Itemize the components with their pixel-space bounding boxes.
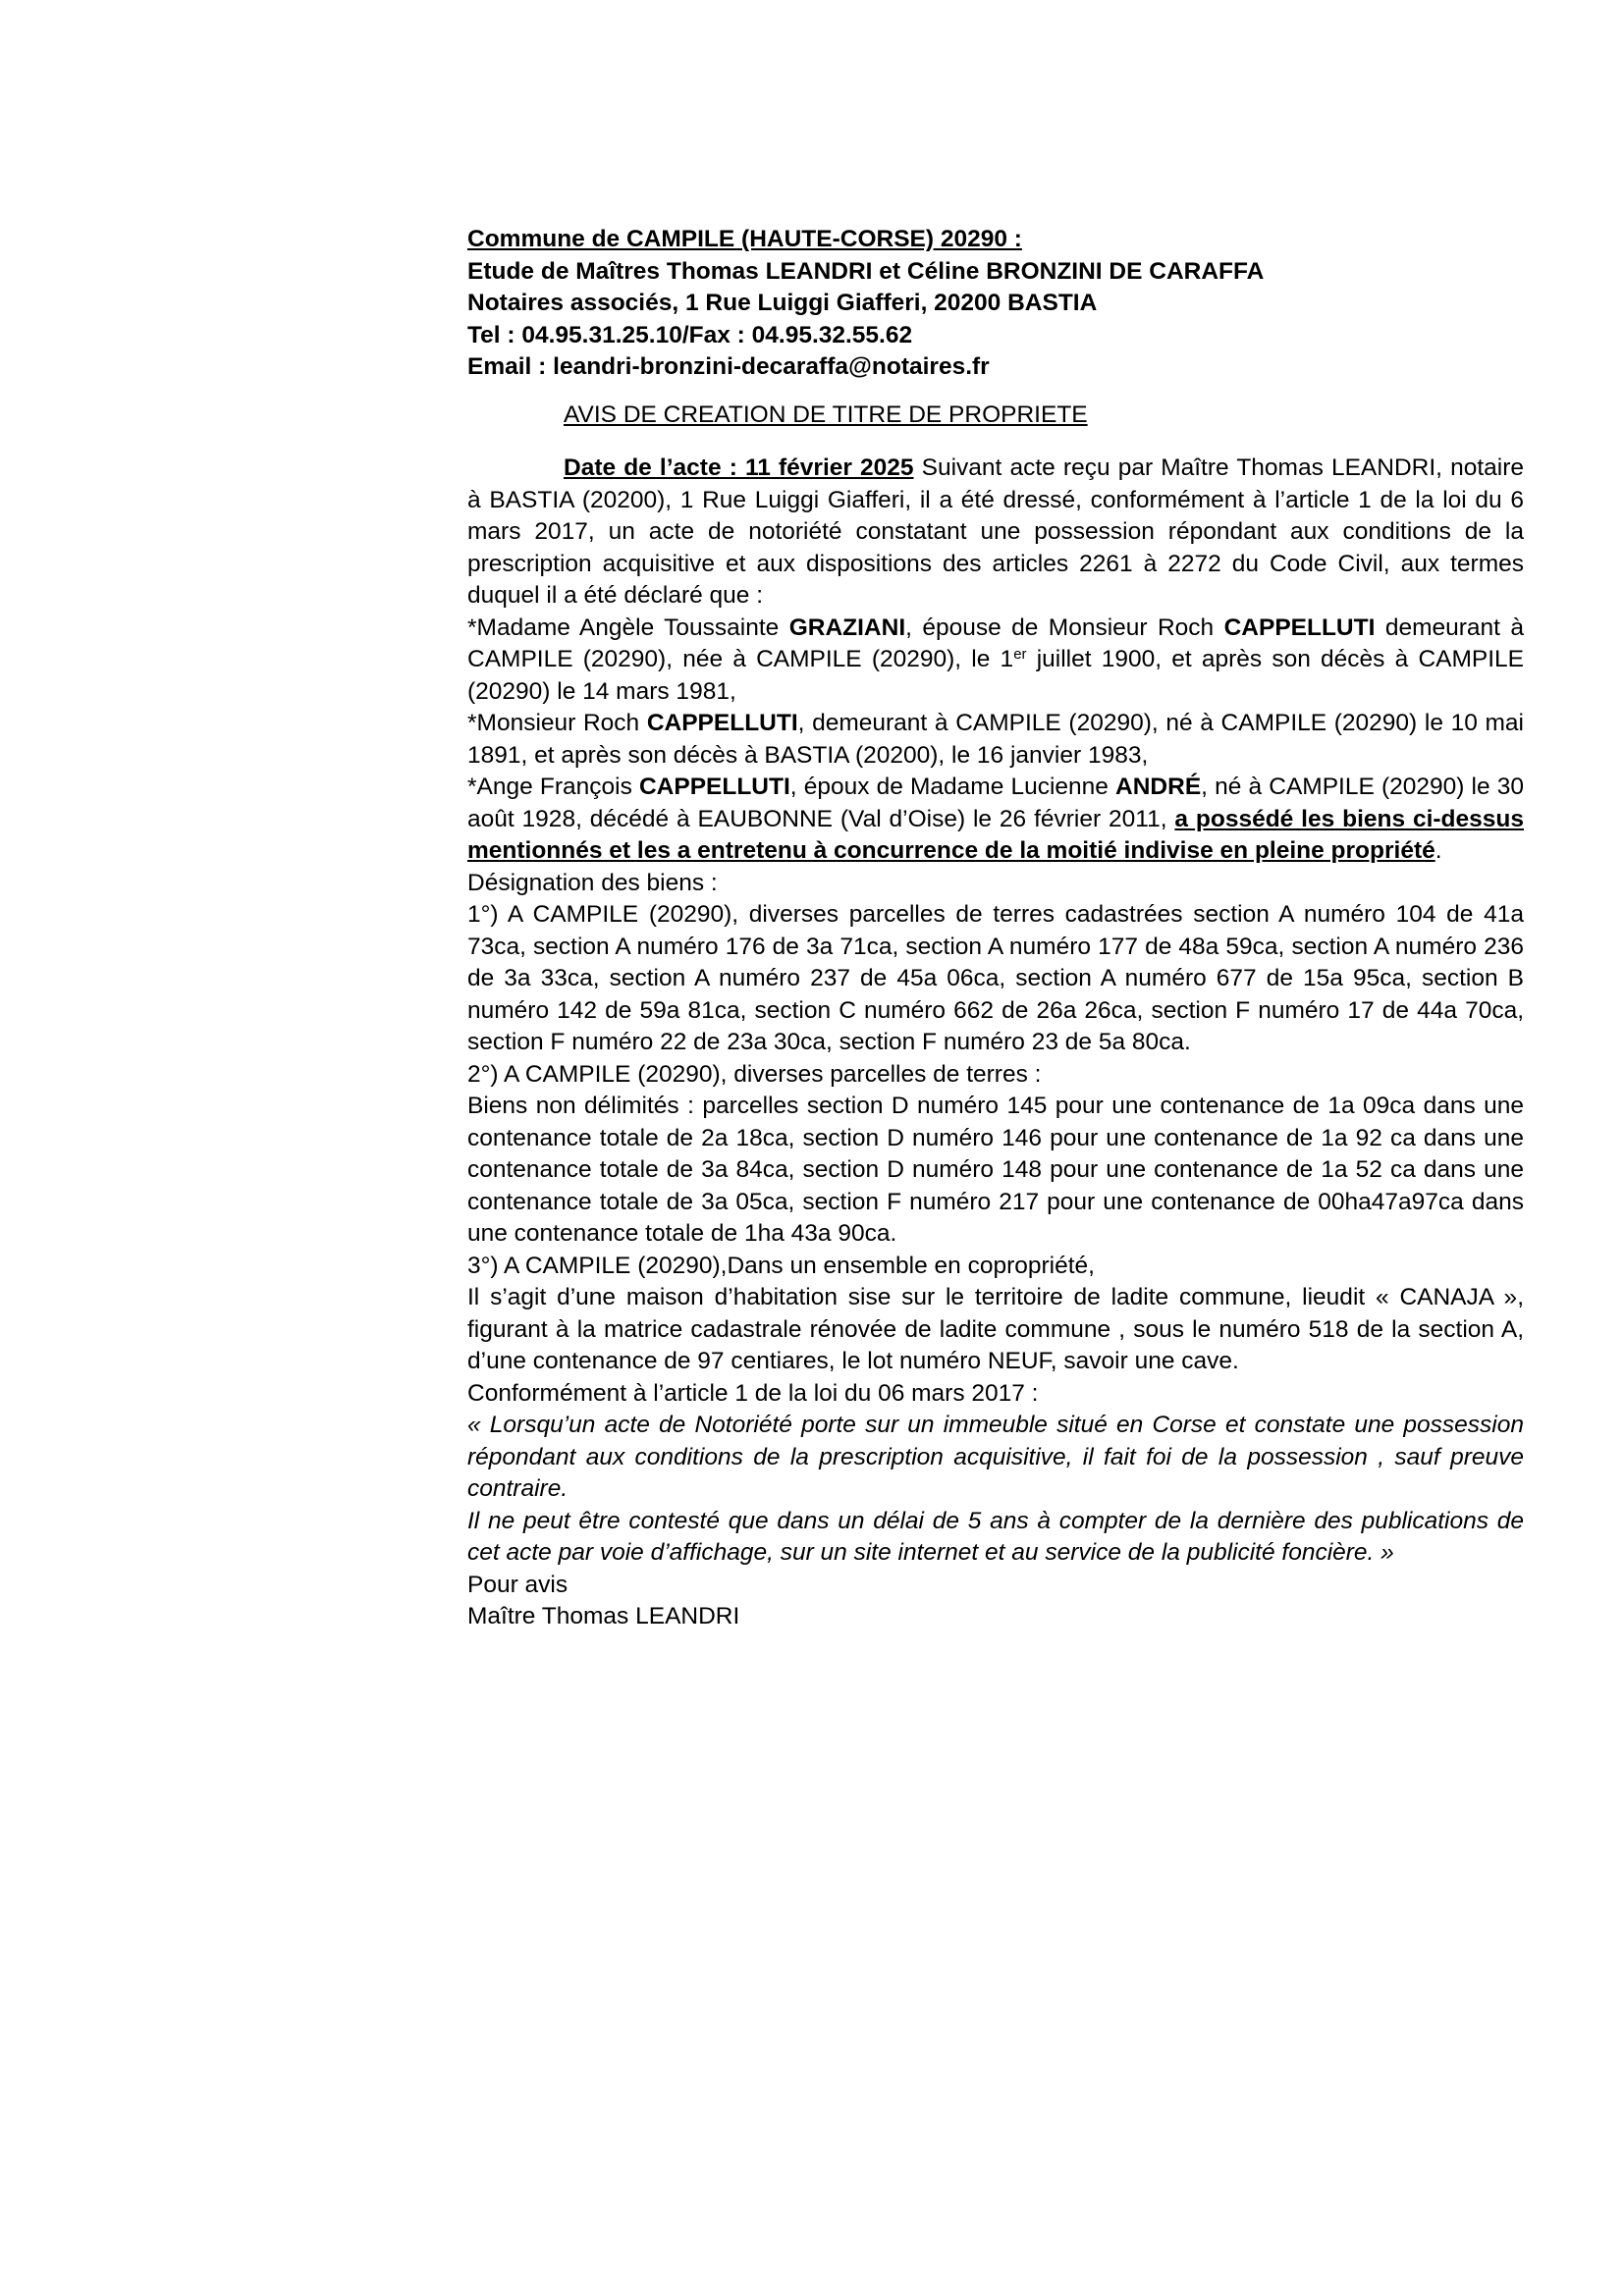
person-1-prefix: *Madame Angèle Toussainte	[467, 614, 789, 641]
designation-item-2-title: 2°) A CAMPILE (20290), diverses parcelles de terres :	[467, 1060, 1042, 1088]
person-2-details: , demeurant à CAMPILE (20290), né à CAMPILE (20290) le 10 mai 1891, et après son décès à BASTIA (20200), le 16 janvier 1983,	[467, 710, 1524, 769]
email-line: Email : leandri-bronzini-decaraffa@notaires.fr	[467, 353, 990, 380]
document-title: AVIS DE CREATION DE TITRE DE PROPRIETE	[564, 400, 1088, 428]
signature: Maître Thomas LEANDRI	[467, 1603, 740, 1629]
pour-avis: Pour avis	[467, 1571, 568, 1598]
person-1-details: demeurant à CAMPILE (20290), née à CAMPILE (20290), le 1	[467, 614, 1524, 672]
law-intro: Conformément à l’article 1 de la loi du 06 mars 2017 :	[467, 1379, 1039, 1407]
person-1-spouse-prefix: , épouse de Monsieur Roch	[905, 614, 1224, 641]
person-3-details: , né à CAMPILE (20290) le 30 août 1928, décédé à EAUBONNE (Val d’Oise) le 26 février 2011,	[467, 774, 1524, 832]
person-3-surname: CAPPELLUTI	[638, 774, 790, 800]
person-3	[467, 772, 1524, 868]
person-1-details-end: juillet 1900, et après son décès à CAMPILE (20290) le 14 mars 1981,	[467, 646, 1524, 705]
designation-item-3-text: Il s’agit d’une maison d’habitation sise sur le territoire de ladite commune, lieudit « CANAJA », figurant à la matrice cadastrale rénovée de ladite commune , sous le numéro 518 de la section A, d’une contenance de 97 centiares, le lot numéro NEUF, savoir une cave.	[467, 1284, 1524, 1374]
person-2	[467, 708, 1524, 772]
law-quote-2: Il ne peut être contesté que dans un délai de 5 ans à compter de la dernière des publications de cet acte par voie d’affichage, sur un site internet et au service de la publicité foncière. »	[467, 1507, 1524, 1566]
person-1-ordinal: er	[1013, 646, 1027, 663]
designation-item-3-title: 3°) A CAMPILE (20290),Dans un ensemble en copropriété,	[467, 1252, 1095, 1279]
commune-heading: Commune de CAMPILE (HAUTE-CORSE) 20290 :	[467, 226, 1022, 252]
person-2-surname: CAPPELLUTI	[646, 710, 798, 736]
person-1-spouse-surname: CAPPELLUTI	[1223, 614, 1376, 641]
notice-body	[467, 453, 1524, 1633]
act-date: Date de l’acte : 11 février 2025	[564, 454, 914, 481]
designation-item-1: 1°) A CAMPILE (20290), diverses parcelles de terres cadastrées section A numéro 104 de 41a 73ca, section A numéro 176 de 3a 71ca, section A numéro 177 de 48a 59ca, section A numéro 236 de 3a 33ca, section A numéro 237 de 45a 06ca, section A numéro 677 de 15a 95ca, section B numéro 142 de 59a 81ca, section C numéro 662 de 26a 26ca, section F numéro 17 de 44a 70ca, section F numéro 22 de 23a 30ca, section F numéro 23 de 5a 80ca.	[467, 901, 1524, 1055]
person-2-prefix: *Monsieur Roch	[467, 710, 647, 736]
designation-label: Désignation des biens :	[467, 869, 718, 896]
notaires-address-line: Notaires associés, 1 Rue Luiggi Giafferi, 20200 BASTIA	[467, 290, 1098, 316]
intro-text: Suivant acte reçu par Maître Thomas LEANDRI, notaire à BASTIA (20200), 1 Rue Luiggi Giafferi, il a été dressé, conformément à l’article 1 de la loi du 6 mars 2017, un acte de notoriété constatant une possession répondant aux conditions de la prescription acquisitive et aux dispositions des articles 2261 à 2272 du Code Civil, aux termes duquel il a été déclaré que :	[467, 454, 1524, 609]
person-1	[467, 613, 1524, 709]
phone-fax-line: Tel : 04.95.31.25.10/Fax : 04.95.32.55.62	[467, 321, 913, 348]
possession-statement: a possédé les biens ci-dessus mentionnés et les a entretenu à concurrence de la moitié indivise en pleine propriété	[467, 805, 1524, 864]
person-3-spouse-surname: ANDRÉ	[1115, 774, 1202, 800]
person-3-end: .	[1435, 837, 1442, 864]
intro-paragraph	[467, 453, 1524, 613]
person-1-surname: GRAZIANI	[788, 614, 906, 641]
document-page	[467, 224, 1524, 1633]
person-3-spouse-prefix: , époux de Madame Lucienne	[789, 774, 1116, 800]
person-3-prefix: *Ange François	[467, 774, 639, 800]
etude-line: Etude de Maîtres Thomas LEANDRI et Céline BRONZINI DE CARAFFA	[467, 257, 1265, 285]
designation-item-2-text: Biens non délimités : parcelles section D numéro 145 pour une contenance de 1a 09ca dans une contenance totale de 2a 18ca, section D numéro 146 pour une contenance de 1a 92 ca dans une contenance totale de 3a 84ca, section D numéro 148 pour une contenance de 1a 52 ca dans une contenance totale de 3a 05ca, section F numéro 217 pour une contenance de 00ha47a97ca dans une contenance totale de 1ha 43a 90ca.	[467, 1093, 1524, 1247]
law-quote-1: « Lorsqu’un acte de Notoriété porte sur un immeuble situé en Corse et constate une possession répondant aux conditions de la prescription acquisitive, il fait foi de la possession , sauf preuve contraire.	[467, 1412, 1524, 1502]
